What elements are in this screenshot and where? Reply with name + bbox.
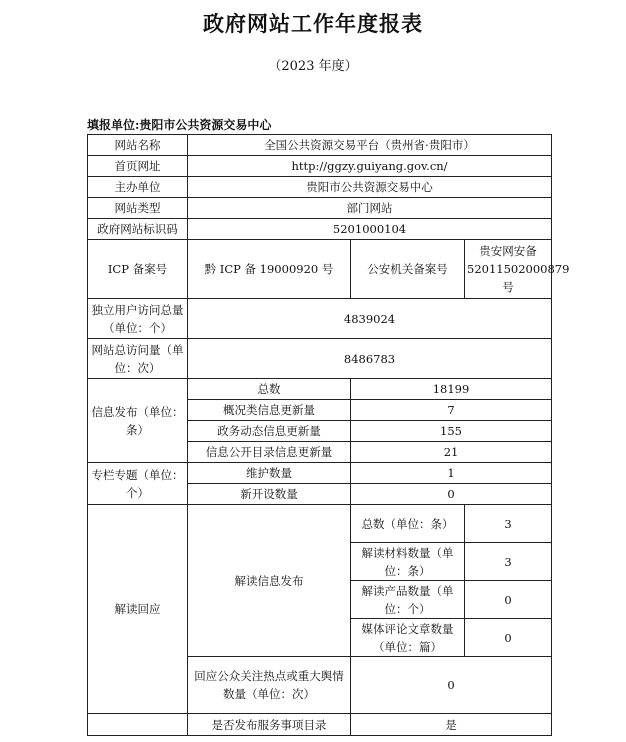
service-catalog-label: 是否发布服务事项目录	[188, 714, 351, 736]
interp-hotspot-value: 0	[351, 657, 552, 714]
police-label: 公安机关备案号	[351, 240, 465, 299]
interp-media-label: 媒体评论文章数量（单位：篇）	[351, 619, 465, 657]
column-new-label: 新开设数量	[188, 484, 351, 505]
info-gov-label: 政务动态信息更新量	[188, 421, 351, 442]
filler-unit: 填报单位:贵阳市公共资源交易中心	[87, 118, 272, 132]
info-gov-value: 155	[351, 421, 552, 442]
icp-label: ICP 备案号	[88, 240, 188, 299]
host-value: 贵阳市公共资源交易中心	[188, 177, 552, 198]
column-new-value: 0	[351, 484, 552, 505]
info-total-label: 总数	[188, 379, 351, 400]
host-label: 主办单位	[88, 177, 188, 198]
site-type-value: 部门网站	[188, 198, 552, 219]
pv-label: 网站总访问量（单位：次）	[88, 339, 188, 379]
service-blank-cell	[88, 714, 188, 736]
icp-value: 黔 ICP 备 19000920 号	[188, 240, 351, 299]
site-id-value: 5201000104	[188, 219, 552, 240]
site-name-label: 网站名称	[88, 135, 188, 156]
interp-hotspot-label: 回应公众关注热点或重大舆情数量（单位：次）	[188, 657, 351, 714]
homepage-label: 首页网址	[88, 156, 188, 177]
interp-material-label: 解读材料数量（单位：条）	[351, 543, 465, 581]
interp-total-value: 3	[465, 505, 552, 543]
info-overview-value: 7	[351, 400, 552, 421]
interp-material-value: 3	[465, 543, 552, 581]
service-catalog-value: 是	[351, 714, 552, 736]
site-id-label: 政府网站标识码	[88, 219, 188, 240]
interp-response-label: 解读回应	[88, 505, 188, 714]
uv-label: 独立用户访问总量（单位：个）	[88, 299, 188, 339]
info-overview-label: 概况类信息更新量	[188, 400, 351, 421]
uv-value: 4839024	[188, 299, 552, 339]
site-type-label: 网站类型	[88, 198, 188, 219]
pv-value: 8486783	[188, 339, 552, 379]
info-release-label: 信息发布（单位：条）	[88, 379, 188, 463]
police-value: 贵安网安备52011502000879 号	[465, 240, 552, 299]
site-name-value: 全国公共资源交易平台（贵州省·贵阳市）	[188, 135, 552, 156]
info-open-label: 信息公开目录信息更新量	[188, 442, 351, 463]
interp-product-label: 解读产品数量（单位：个）	[351, 581, 465, 619]
report-title: 政府网站工作年度报表	[203, 12, 423, 36]
report-year: （2023 年度）	[268, 59, 358, 74]
column-topic-label: 专栏专题（单位：个）	[88, 463, 188, 505]
info-total-value: 18199	[351, 379, 552, 400]
report-table	[87, 134, 570, 736]
interp-total-label: 总数（单位：条）	[351, 505, 465, 543]
column-maint-label: 维护数量	[188, 463, 351, 484]
interp-release-label: 解读信息发布	[188, 505, 351, 657]
interp-product-value: 0	[465, 581, 552, 619]
interp-media-value: 0	[465, 619, 552, 657]
homepage-value: http://ggzy.guiyang.gov.cn/	[188, 156, 552, 177]
info-open-value: 21	[351, 442, 552, 463]
column-maint-value: 1	[351, 463, 552, 484]
